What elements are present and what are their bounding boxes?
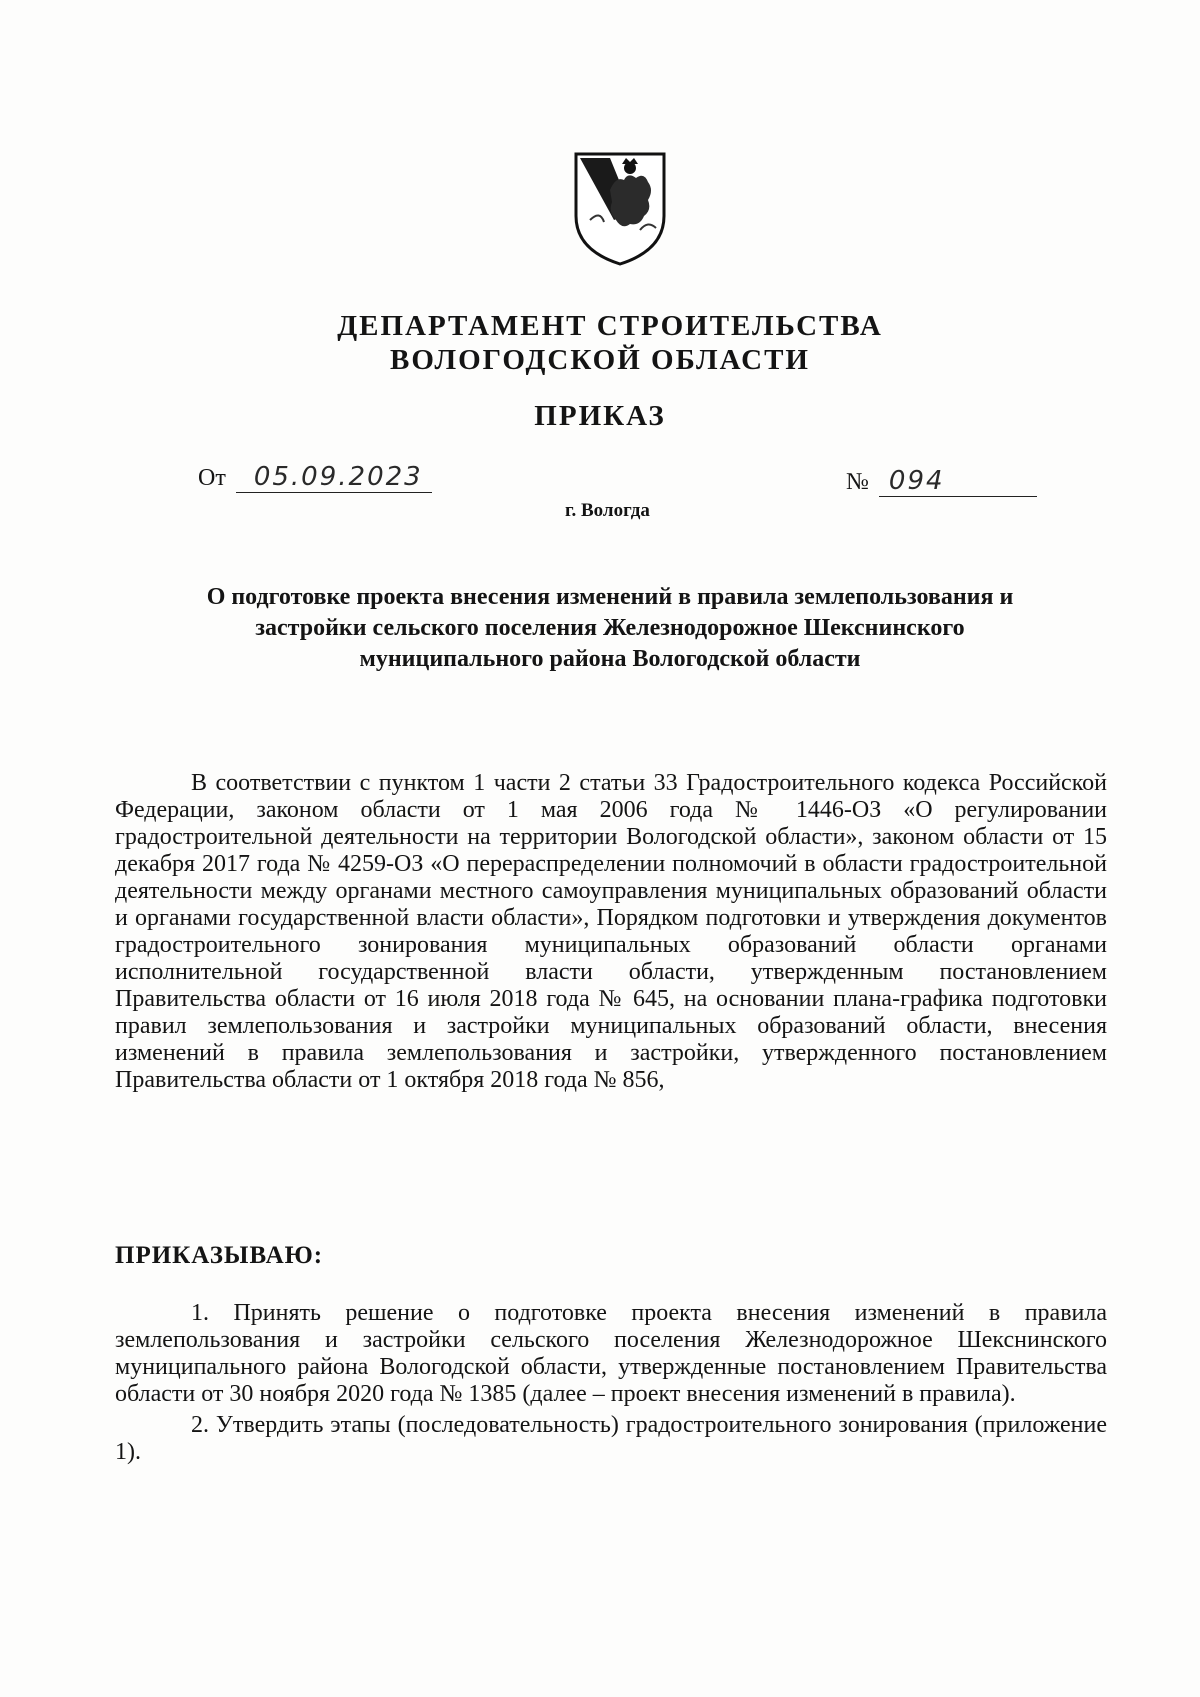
preamble-text: В соответствии с пунктом 1 части 2 статьи 33 Градостроительного кодекса Российской Федерации, законом области от 1 мая 2006 года № 1446-ОЗ «О регулировании градостроительной деятельности на территории Вологодской области», законом области от 15 декабря 2017 года № 4259-ОЗ «О перераспределении полномочий в области градостроительной деятельности между органами местного самоуправления муниципальных образований области и органами государственной власти области», Порядком подготовки и утверждения документов градостроительного зонирования муниципальных образований области органами исполнительной государственной власти области, утвержденным постановлением Правительства области от 16 июля 2018 года № 645, на основании плана-графика подготовки правил землепользования и застройки муниципальных образований области, внесения изменений в правила землепользования и застройки, утвержденного постановлением Правительства области от 1 октября 2018 года № 856, bbox=[115, 770, 1107, 1093]
subject-line: муниципального района Вологодской области bbox=[359, 646, 861, 672]
date-label: От bbox=[198, 465, 226, 491]
vologda-coat-of-arms-icon bbox=[570, 150, 670, 268]
number-label: № bbox=[846, 469, 869, 495]
orders-heading: ПРИКАЗЫВАЮ: bbox=[115, 1242, 324, 1269]
document-subject bbox=[140, 582, 1080, 675]
subject-line: застройки сельского поселения Железнодорожное Шекснинского bbox=[255, 615, 965, 641]
number-row bbox=[846, 466, 1037, 497]
document-type-title: ПРИКАЗ bbox=[534, 400, 666, 432]
date-value: 05.09.2023 bbox=[236, 462, 432, 493]
department-name-line2: ВОЛОГОДСКОЙ ОБЛАСТИ bbox=[390, 344, 810, 376]
department-name-line1: ДЕПАРТАМЕНТ СТРОИТЕЛЬСТВА bbox=[337, 310, 883, 342]
preamble-paragraph bbox=[115, 770, 1107, 1094]
number-value: 094 bbox=[879, 466, 1037, 497]
order-item-2: 2. Утвердить этапы (последовательность) градостроительного зонирования (приложение 1). bbox=[115, 1412, 1107, 1465]
subject-line: О подготовке проекта внесения изменений в правила землепользования и bbox=[206, 584, 1014, 610]
date-row bbox=[198, 462, 432, 493]
order-item-1: 1. Принять решение о подготовке проекта внесения изменений в правила землепользования и застройки сельского поселения Железнодорожное Шекснинского муниципального района Вологодской области, утвержденные постановлением Правительства области от 30 ноября 2020 года № 1385 (далее – проект внесения изменений в правила). bbox=[115, 1300, 1107, 1407]
order-items bbox=[115, 1300, 1107, 1466]
city-label: г. Вологда bbox=[565, 500, 650, 521]
